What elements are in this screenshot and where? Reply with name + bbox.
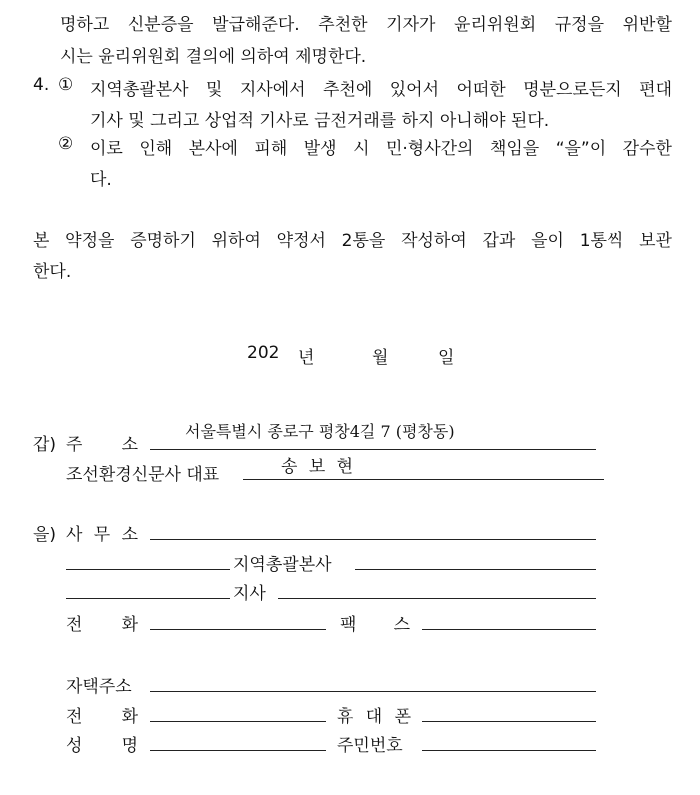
word: 및 — [205, 80, 223, 100]
word: 명 — [121, 736, 138, 756]
word: 폰 — [394, 707, 411, 727]
word: 보관 — [639, 231, 672, 251]
date-year: 202 — [247, 343, 280, 363]
party-b-hq-name-field[interactable] — [66, 569, 230, 570]
word: 시 — [353, 139, 370, 159]
word: 명분으로든지 — [523, 80, 622, 100]
party-b-phone2-label — [66, 702, 138, 727]
closing-line-2: 한다. — [33, 262, 72, 282]
party-b-branch-field[interactable] — [278, 598, 596, 599]
word: 약정을 — [65, 231, 115, 251]
item-4-2-line-1 — [90, 134, 672, 159]
word: 팩 — [340, 615, 357, 635]
word: 윤리위원회 — [454, 15, 537, 35]
party-b-mobile-label — [337, 702, 411, 727]
word: 명하고 — [60, 15, 110, 35]
party-b-home-field[interactable] — [150, 691, 596, 692]
word: 전 — [66, 707, 83, 727]
word: 지역총괄본사 — [90, 80, 189, 100]
word: 있어서 — [389, 80, 439, 100]
party-b-name-label — [66, 731, 138, 756]
clause-3-line-2: 시는 윤리위원회 결의에 의하여 제명한다. — [60, 47, 367, 67]
word: 기자가 — [386, 15, 436, 35]
party-b-name-field[interactable] — [150, 750, 326, 751]
word: 책임을 — [489, 139, 540, 159]
word: 작성하여 — [401, 231, 467, 251]
word: 1통씩 — [579, 231, 624, 251]
word: 추천한 — [318, 15, 368, 35]
word: 성 — [66, 736, 83, 756]
party-b-id-label: 주민번호 — [337, 736, 403, 756]
item-4-number: 4. — [33, 75, 50, 95]
party-b-phone-field[interactable] — [150, 629, 326, 630]
word: 주 — [66, 435, 83, 455]
party-b-phone-label — [66, 610, 138, 635]
party-a-marker: 갑) — [33, 435, 57, 455]
word: 위하여 — [211, 231, 261, 251]
party-b-branch-label: 지사 — [233, 584, 266, 604]
word: 어떠한 — [456, 80, 506, 100]
party-a-address-value: 서울특별시 종로구 평창4길 7 (평창동) — [185, 422, 455, 441]
word: 본사에 — [188, 139, 238, 159]
party-a-rep-value: 송 보 현 — [281, 457, 354, 477]
word: 약정서 — [276, 231, 326, 251]
word: 전 — [66, 615, 83, 635]
word: 스 — [393, 615, 410, 635]
word: 증명하기 — [130, 231, 196, 251]
word: 화 — [121, 615, 138, 635]
word: 규정을 — [554, 15, 605, 35]
word: 소 — [121, 435, 138, 455]
word: 휴 — [337, 707, 354, 727]
party-a-rep-label: 조선환경신문사 대표 — [66, 465, 220, 485]
word: “을”이 — [555, 139, 607, 159]
party-b-home-label: 자택주소 — [66, 677, 132, 697]
word: 본 — [33, 231, 50, 251]
item-4-1-line-2: 기사 및 그리고 상업적 기사로 금전거래를 하지 아니해야 된다. — [90, 111, 550, 131]
word: 무 — [93, 525, 111, 545]
word: 이로 — [90, 139, 123, 159]
date-year-unit: 년 — [298, 348, 315, 368]
item-4-2-mark: ② — [58, 134, 74, 154]
word: 소 — [121, 525, 138, 545]
date-day-unit: 일 — [438, 348, 455, 368]
party-b-office-field[interactable] — [150, 539, 596, 540]
closing-line-1 — [33, 226, 672, 251]
item-4-2-line-2: 다. — [90, 170, 112, 190]
word: 위반할 — [622, 15, 672, 35]
party-b-marker: 을) — [33, 525, 57, 545]
word: 을이 — [531, 231, 564, 251]
word: 발생 — [303, 139, 337, 159]
word: 갑과 — [482, 231, 516, 251]
word: 2통을 — [341, 231, 386, 251]
word: 발급해준다. — [212, 15, 300, 35]
item-4-1-line-1 — [90, 75, 672, 100]
party-b-id-field[interactable] — [422, 750, 596, 751]
word: 감수한 — [622, 139, 672, 159]
item-4-1-mark: ① — [58, 75, 74, 95]
word: 사 — [66, 525, 83, 545]
word: 민·형사간의 — [385, 139, 474, 159]
party-b-phone2-field[interactable] — [150, 721, 326, 722]
party-b-office-label — [66, 520, 138, 545]
party-b-branch-name-field[interactable] — [66, 598, 230, 599]
word: 신분증을 — [127, 15, 194, 35]
party-b-hq-label: 지역총괄본사 — [233, 555, 332, 575]
party-b-mobile-field[interactable] — [422, 721, 596, 722]
word: 화 — [121, 707, 138, 727]
party-b-fax-label — [340, 610, 410, 635]
party-a-address-label — [66, 430, 138, 455]
party-a-address-field[interactable] — [150, 449, 596, 450]
word: 피해 — [254, 139, 288, 159]
party-a-rep-field[interactable] — [243, 479, 604, 480]
word: 편대 — [639, 80, 672, 100]
word: 대 — [365, 707, 383, 727]
word: 지사에서 — [239, 80, 306, 100]
word: 인해 — [139, 139, 173, 159]
date-month-unit: 월 — [372, 348, 389, 368]
clause-3-line-1 — [60, 10, 672, 35]
word: 추천에 — [323, 80, 373, 100]
party-b-fax-field[interactable] — [422, 629, 596, 630]
party-b-hq-field[interactable] — [355, 569, 596, 570]
